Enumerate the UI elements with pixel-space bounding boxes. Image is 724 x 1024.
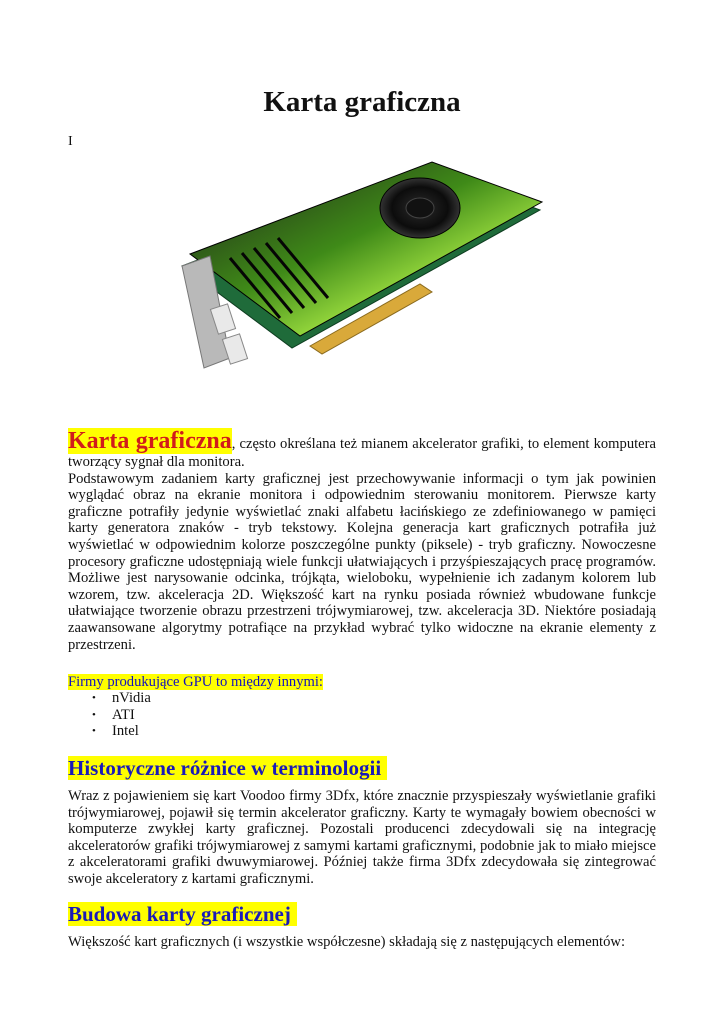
section-heading-build-text: Budowa karty graficznej bbox=[68, 902, 297, 926]
page-title: Karta graficzna bbox=[263, 86, 461, 118]
lead-sentence: , często określana też mianem akcelerator grafiki, to element komputera tworzący sygnał dla monitora. bbox=[68, 436, 656, 470]
list-item: • ATI bbox=[92, 707, 151, 724]
list-item: • nVidia bbox=[92, 690, 151, 707]
intro-block bbox=[68, 428, 656, 653]
section-heading-build bbox=[68, 902, 297, 927]
graphics-card-image bbox=[170, 158, 546, 420]
lead-term: Karta graficzna bbox=[68, 428, 232, 454]
text-cursor-mark: I bbox=[68, 134, 73, 149]
section-heading-history-text: Historyczne różnice w terminologii bbox=[68, 756, 387, 780]
section-heading-history bbox=[68, 756, 387, 781]
intro-paragraph: Podstawowym zadaniem karty graficznej jest przechowywanie informacji o tym jak powinien wyglądać obraz na ekranie monitora i odpowiednim sterowaniu monitorem. Pierwsze karty graficzne potrafiły jedynie wyświetlać znaki alfabetu łacińskiego ze zdefiniowanego w pamięci karty generatora znaków - tryb tekstowy. Kolejna generacja kart graficznych potrafiła już wyświetlać w odpowiednim kolorze poszczególne punkty (piksele) - tryb graficzny. Nowoczesne procesory graficzne udostępniają wiele funkcji ułatwiających i przyśpieszających pracę programów. Możliwe jest narysowanie odcinka, trójkąta, wieloboku, wypełnienie ich zadanym kolorem lub wzorem, tzw. akceleracja 2D. Większość kart na rynku posiada również wbudowane funkcje ułatwiające tworzenie obrazu przestrzeni trójwymiarowej, tzw. akceleracja 3D. Niektóre posiadają zaawansowane algorytmy potrafiące na przykład wybrać tylko widoczne na ekranie elementy z przestrzeni. bbox=[68, 470, 656, 653]
build-paragraph: Większość kart graficznych (i wszystkie współczesne) składają się z następujących elementów: bbox=[68, 934, 625, 950]
manufacturers-label: Firmy produkujące GPU to między innymi: bbox=[68, 674, 323, 690]
manufacturers-label-block bbox=[68, 674, 656, 691]
list-item: • Intel bbox=[92, 723, 151, 740]
history-paragraph: Wraz z pojawieniem się kart Voodoo firmy 3Dfx, które znacznie przyspieszały wyświetlanie grafiki trójwymiarowej, pojawił się termin akcelerator graficzny. Karty te wymagały bowiem obecności w komputerze zwykłej karty graficznej. Pozostali producenci zdecydowali się na integrację akceleratorów grafiki trójwymiarowej z samymi kartami graficznymi, podobnie jak to miało miejsce z akceleratorami grafiki dwuwymiarowej. Później także firma 3Dfx zdecydowała się zintegrować swoje akceleratory z kartami graficznymi. bbox=[68, 788, 656, 887]
manufacturers-list bbox=[92, 690, 151, 740]
